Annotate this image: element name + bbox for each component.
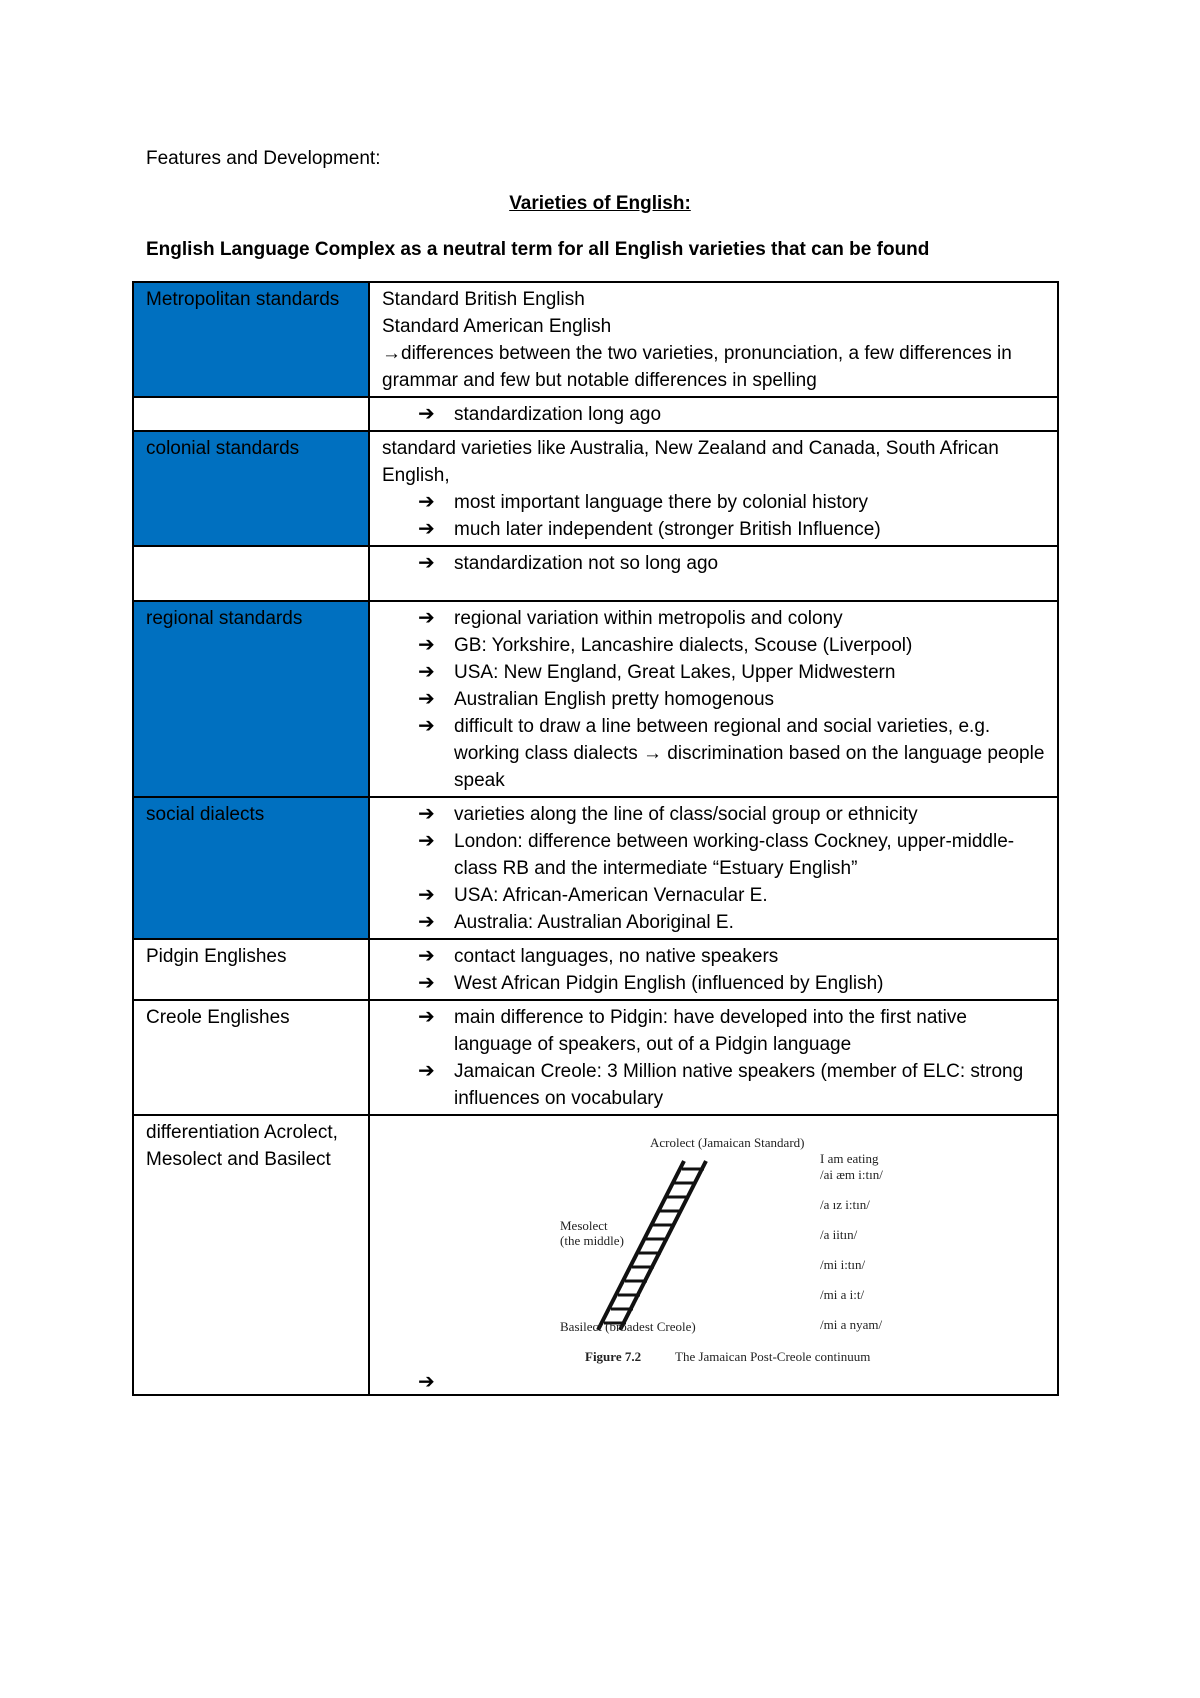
row-label: Metropolitan standards [133, 282, 369, 397]
list-item: ➔ regional variation within metropolis and colony [382, 605, 1047, 632]
table-row [133, 797, 1058, 939]
arrow-icon: ➔ [418, 1006, 435, 1028]
arrow-icon: ➔ [418, 491, 435, 513]
table-row [133, 546, 1058, 601]
arrow-icon: ➔ [418, 945, 435, 967]
arrow-icon: ➔ [418, 911, 435, 933]
arrow-icon: ➔ [418, 972, 435, 994]
form-item: /mi a i:t/ [820, 1287, 865, 1302]
table-row [133, 282, 1058, 397]
page-title: Varieties of English: [509, 193, 691, 214]
table-row [133, 431, 1058, 546]
arrow-icon: ➔ [418, 634, 435, 656]
row-label: regional standards [133, 601, 369, 797]
list-item: ➔ most important language there by colonial history [382, 489, 1047, 516]
row-label-empty [133, 397, 369, 431]
arrow-icon: ➔ [418, 884, 435, 906]
mesolect-label: Mesolect [560, 1218, 608, 1233]
list-item: ➔ much later independent (stronger British Influence) [382, 516, 1047, 543]
list-item: ➔ contact languages, no native speakers [382, 943, 1047, 970]
list-item: ➔ Australia: Australian Aboriginal E. [382, 909, 1047, 936]
row-content [369, 397, 1058, 431]
content-line: standard varieties like Australia, New Zealand and Canada, South African English, [382, 438, 999, 486]
figure-caption-text: The Jamaican Post-Creole continuum [675, 1349, 871, 1364]
list-item: ➔ Australian English pretty homogenous [382, 686, 1047, 713]
arrow-icon: ➔ [418, 552, 435, 574]
row-content [369, 939, 1058, 1000]
row-label: Pidgin Englishes [133, 939, 369, 1000]
table-row [133, 397, 1058, 431]
form-item: /mi i:tın/ [820, 1257, 866, 1272]
table-row [133, 601, 1058, 797]
row-content [369, 431, 1058, 546]
arrow-icon: ➔ [418, 518, 435, 540]
list-item: ➔ standardization long ago [382, 401, 1047, 428]
row-content [369, 546, 1058, 601]
content-line: →differences between the two varieties, pronunciation, a few differences in grammar and few but notable differences in spelling [382, 343, 1012, 391]
form-item: /a ız i:tın/ [820, 1197, 870, 1212]
figure-caption-number: Figure 7.2 [585, 1349, 642, 1364]
row-content [369, 797, 1058, 939]
varieties-table [132, 281, 1059, 1396]
list-item: ➔ varieties along the line of class/social group or ethnicity [382, 801, 1047, 828]
list-item: ➔ Jamaican Creole: 3 Million native speakers (member of ELC: strong influences on vocabulary [418, 1060, 1024, 1109]
row-label-empty [133, 546, 369, 601]
row-label: differentiation Acrolect, Mesolect and Basilect [133, 1115, 369, 1395]
table-row [133, 939, 1058, 1000]
row-content [369, 1000, 1058, 1115]
row-label: Creole Englishes [133, 1000, 369, 1115]
mesolect-sublabel: (the middle) [560, 1233, 624, 1248]
row-label: social dialects [133, 797, 369, 939]
row-content [369, 601, 1058, 797]
row-content [369, 282, 1058, 397]
arrow-icon: ➔ [418, 830, 435, 852]
arrow-icon: ➔ [418, 661, 435, 683]
arrow-icon: ➔ [418, 803, 435, 825]
basilect-label: Basilect (broadest Creole) [560, 1319, 696, 1334]
arrow-icon: ➔ [418, 607, 435, 629]
arrow-icon: ➔ [418, 715, 435, 737]
section-heading: Features and Development: [146, 148, 381, 169]
arrow-icon: ➔ [418, 1371, 435, 1393]
row-label: colonial standards [133, 431, 369, 546]
list-item: ➔ GB: Yorkshire, Lancashire dialects, Scouse (Liverpool) [382, 632, 1047, 659]
list-item: ➔ difficult to draw a line between regional and social varieties, e.g. working class dialects → discrimination based on the language people speak [418, 715, 1045, 791]
form-item: /mi a nyam/ [820, 1317, 883, 1332]
form-item: /ai æm i:tın/ [820, 1167, 883, 1182]
table-row [133, 1115, 1058, 1395]
list-item: ➔ main difference to Pidgin: have developed into the first native language of speakers, out of a Pidgin language [418, 1006, 967, 1055]
row-content [369, 1115, 1058, 1395]
arrow-icon: ➔ [418, 403, 435, 425]
eating-header: I am eating [820, 1151, 879, 1166]
arrow-icon: ➔ [418, 688, 435, 710]
post-creole-continuum-figure [460, 1123, 940, 1373]
list-item: ➔ USA: African-American Vernacular E. [382, 882, 1047, 909]
content-line: Standard American English [382, 316, 612, 337]
list-item: ➔ USA: New England, Great Lakes, Upper Midwestern [382, 659, 1047, 686]
table-row [133, 1000, 1058, 1115]
content-line: Standard British English [382, 289, 585, 310]
list-item: ➔ standardization not so long ago [382, 550, 1047, 577]
form-item: /a iitın/ [820, 1227, 858, 1242]
page-subtitle: English Language Complex as a neutral term for all English varieties that can be found [146, 239, 930, 260]
acrolect-label: Acrolect (Jamaican Standard) [650, 1135, 805, 1150]
list-item: ➔ West African Pidgin English (influenced by English) [382, 970, 1047, 997]
list-item: ➔ London: difference between working-class Cockney, upper-middle-class RB and the intermediate “Estuary English” [418, 830, 1015, 879]
arrow-icon: ➔ [418, 1060, 435, 1082]
